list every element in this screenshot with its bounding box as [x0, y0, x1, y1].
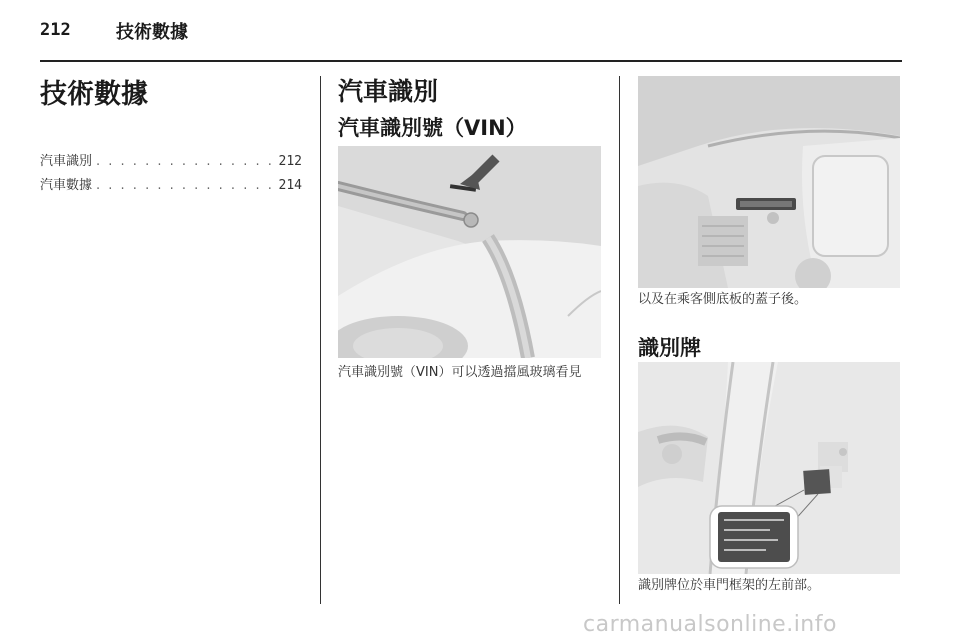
plate-heading: 識別牌	[638, 336, 701, 360]
toc-page-number: 214	[278, 178, 302, 193]
vin-caption: 汽車識別號（VIN）可以透過擋風玻璃看見	[338, 365, 582, 380]
vin-heading: 汽車識別號（VIN）	[338, 116, 527, 140]
running-title: 技術數據	[116, 22, 188, 43]
toc-leader-dots	[96, 178, 275, 193]
floor-cover-caption: 以及在乘客側底板的蓋子後。	[638, 292, 808, 307]
header-rule	[40, 60, 902, 62]
toc-entry-vehicle-data[interactable]	[40, 174, 302, 198]
chapter-title: 技術數據	[40, 79, 148, 110]
floor-cover-figure	[638, 76, 900, 288]
table-of-contents	[40, 150, 302, 198]
toc-label: 汽車識別	[40, 154, 93, 169]
column-divider-right	[619, 76, 620, 604]
toc-page-number: 212	[278, 154, 302, 169]
section-title: 汽車識別	[338, 77, 439, 106]
toc-entry-vehicle-id[interactable]	[40, 150, 302, 174]
watermark-text: carmanualsonline.info	[583, 612, 837, 637]
vin-windshield-figure	[338, 146, 601, 358]
id-plate-figure	[638, 362, 900, 574]
id-plate-caption: 識別牌位於車門框架的左前部。	[638, 578, 821, 593]
toc-label: 汽車數據	[40, 178, 93, 193]
toc-leader-dots	[96, 154, 275, 169]
page-number: 212	[40, 20, 71, 40]
column-divider-left	[320, 76, 321, 604]
